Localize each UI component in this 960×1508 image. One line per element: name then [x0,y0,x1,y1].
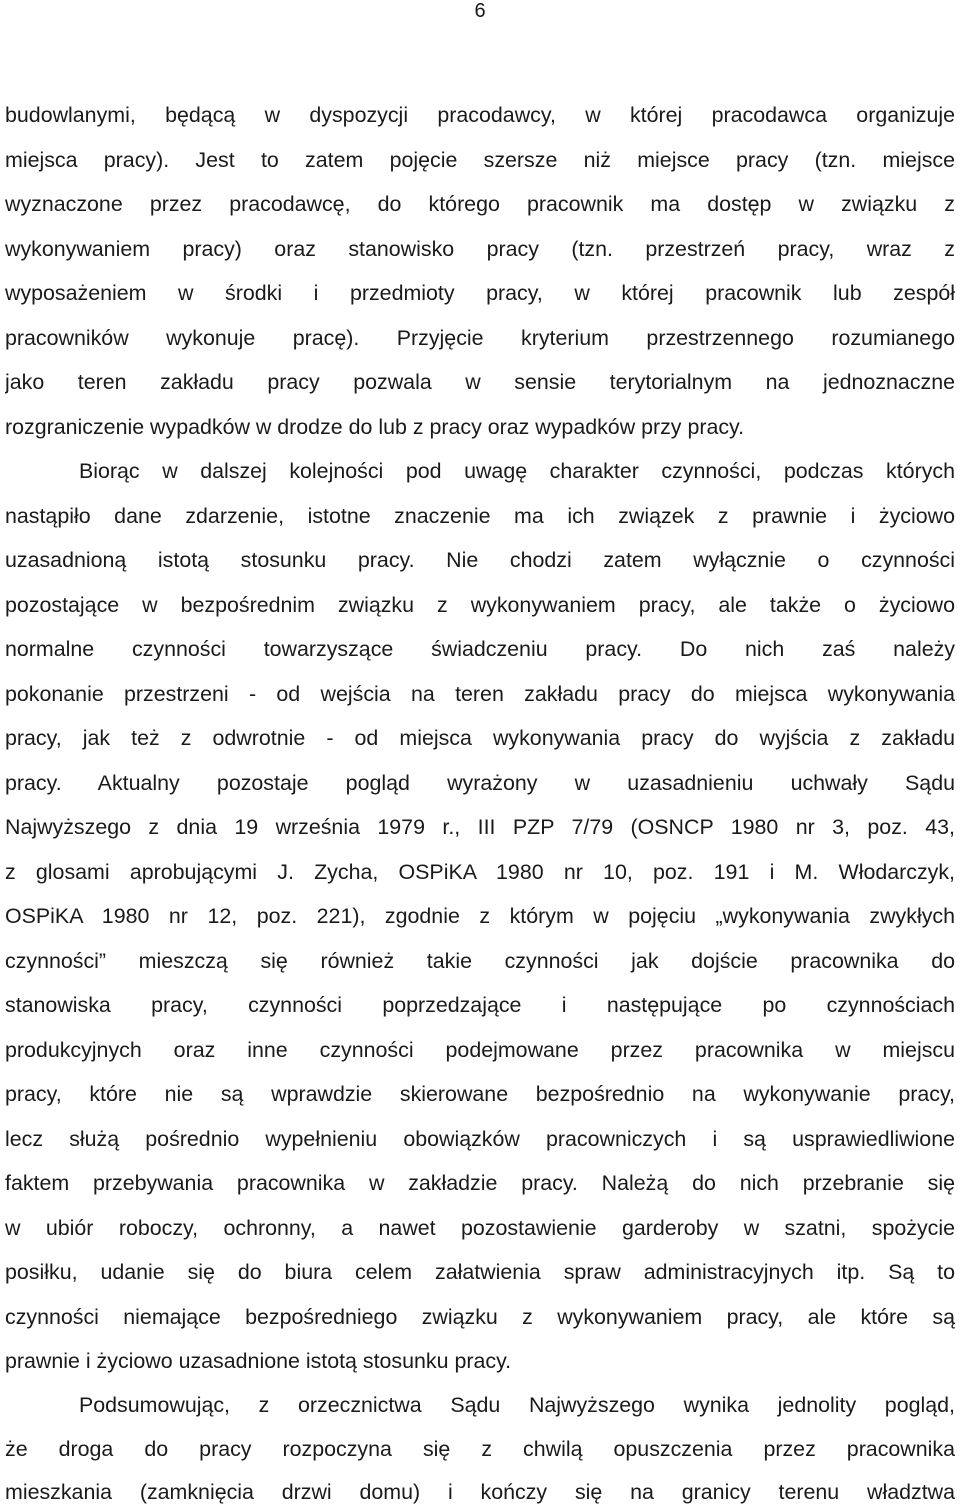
text-line: normalne czynności towarzyszące świadczeniu pracy. Do nich zaś należy [5,637,955,661]
text-line: uzasadnioną istotą stosunku pracy. Nie chodzi zatem wyłącznie o czynności [5,548,955,572]
text-line: miejsca pracy). Jest to zatem pojęcie szersze niż miejsce pracy (tzn. miejsce [5,148,955,172]
text-line: Podsumowując, z orzecznictwa Sądu Najwyższego wynika jednolity pogląd, [79,1393,955,1417]
text-line: z glosami aprobującymi J. Zycha, OSPiKA 1980 nr 10, poz. 191 i M. Włodarczyk, [5,860,955,884]
page-number: 6 [474,0,486,22]
text-line: lecz służą pośrednio wypełnieniu obowiązków pracowniczych i są usprawiedliwione [5,1127,955,1151]
text-line: wykonywaniem pracy) oraz stanowisko pracy (tzn. przestrzeń pracy, wraz z [5,237,955,261]
text-line: pracy. Aktualny pozostaje pogląd wyrażony w uzasadnieniu uchwały Sądu [5,771,955,795]
text-line: faktem przebywania pracownika w zakładzie pracy. Należą do nich przebranie się [5,1171,955,1195]
text-line: czynności” mieszczą się również takie czynności jak dojście pracownika do [5,949,955,973]
text-line: Najwyższego z dnia 19 września 1979 r., III PZP 7/79 (OSNCP 1980 nr 3, poz. 43, [5,815,955,839]
text-line: pozostające w bezpośrednim związku z wykonywaniem pracy, ale także o życiowo [5,593,955,617]
text-line: że droga do pracy rozpoczyna się z chwilą opuszczenia przez pracownika [5,1437,955,1461]
text-line: wyznaczone przez pracodawcę, do którego pracownik ma dostęp w związku z [5,192,955,216]
text-line: rozgraniczenie wypadków w drodze do lub z pracy oraz wypadków przy pracy. [5,415,745,439]
text-line: budowlanymi, będącą w dyspozycji pracodawcy, w której pracodawca organizuje [5,103,955,127]
text-line: mieszkania (zamknięcia drzwi domu) i kończy się na granicy terenu władztwa [5,1480,955,1504]
text-line: stanowiska pracy, czynności poprzedzające i następujące po czynnościach [5,993,955,1017]
text-line: jako teren zakładu pracy pozwala w sensie terytorialnym na jednoznaczne [5,370,955,394]
text-line: OSPiKA 1980 nr 12, poz. 221), zgodnie z którym w pojęciu „wykonywania zwykłych [5,904,955,928]
text-line: czynności niemające bezpośredniego związku z wykonywaniem pracy, ale które są [5,1305,955,1329]
text-line: pracowników wykonuje pracę). Przyjęcie kryterium przestrzennego rozumianego [5,326,955,350]
text-line: posiłku, udanie się do biura celem załatwienia spraw administracyjnych itp. Są to [5,1260,955,1284]
text-line: pracy, jak też z odwrotnie - od miejsca wykonywania pracy do wyjścia z zakładu [5,726,955,750]
text-line: prawnie i życiowo uzasadnione istotą stosunku pracy. [5,1349,512,1373]
text-line: Biorąc w dalszej kolejności pod uwagę charakter czynności, podczas których [79,459,955,483]
text-line: nastąpiło dane zdarzenie, istotne znaczenie ma ich związek z prawnie i życiowo [5,504,955,528]
text-line: wyposażeniem w środki i przedmioty pracy, w której pracownik lub zespół [5,281,955,305]
text-line: pokonanie przestrzeni - od wejścia na teren zakładu pracy do miejsca wykonywania [5,682,955,706]
text-line: w ubiór roboczy, ochronny, a nawet pozostawienie garderoby w szatni, spożycie [5,1216,955,1240]
text-line: produkcyjnych oraz inne czynności podejmowane przez pracownika w miejscu [5,1038,955,1062]
text-line: pracy, które nie są wprawdzie skierowane bezpośrednio na wykonywanie pracy, [5,1082,955,1106]
